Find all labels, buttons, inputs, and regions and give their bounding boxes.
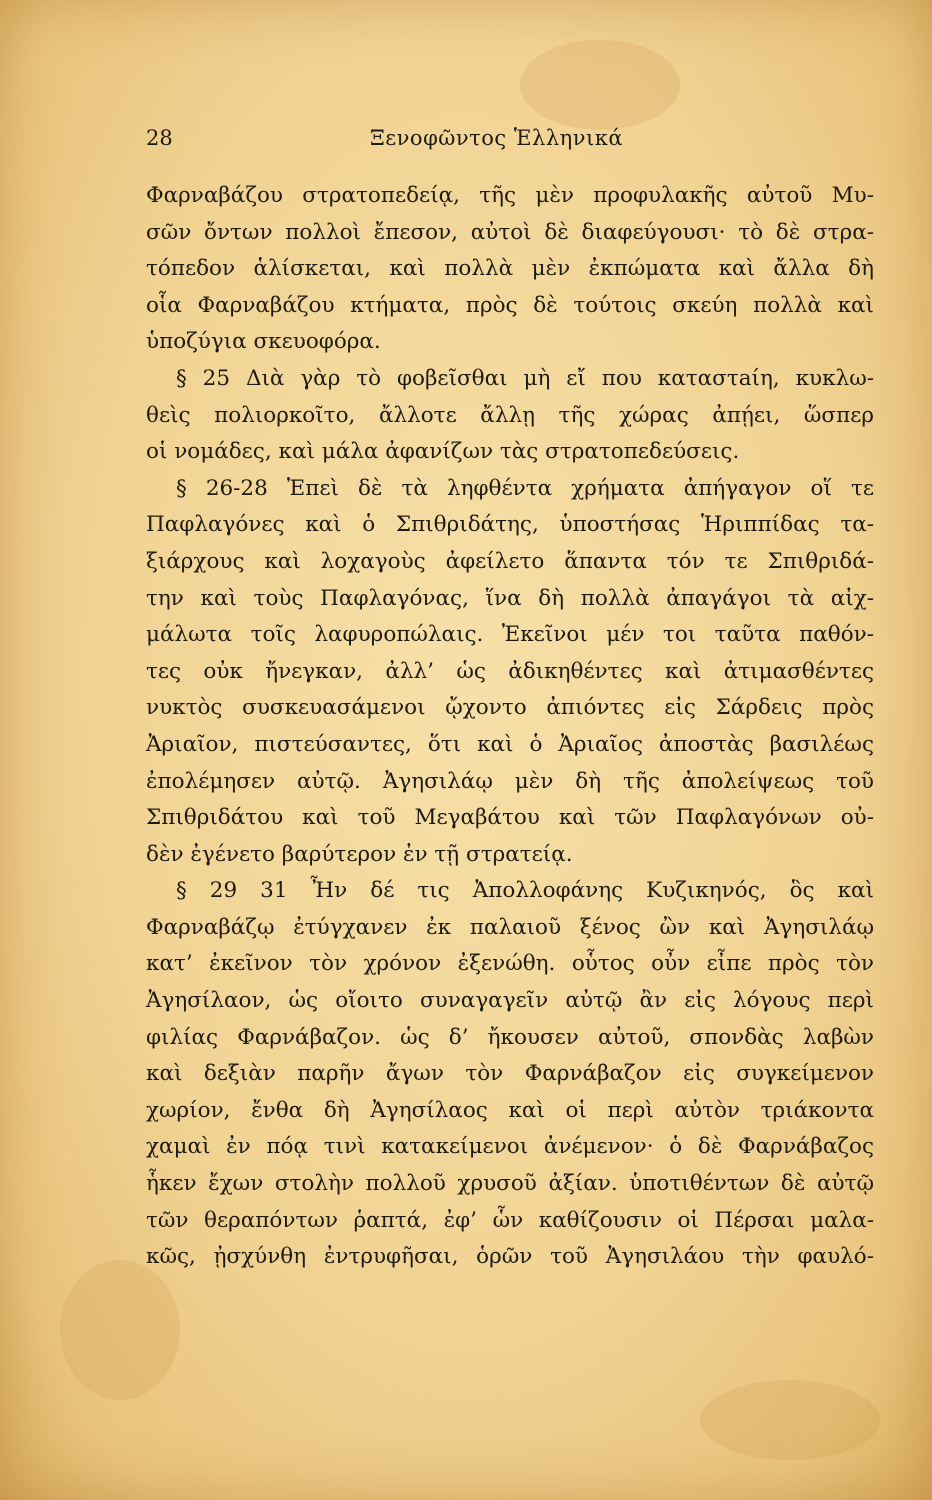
text-line: ἧκεν ἔχων στολὴν πολλοῦ χρυσοῦ ἀξίαν. ὑποτιθέντων δὲ αὐτῷ xyxy=(146,1171,874,1197)
text-line: ἐπολέμησεν αὐτῷ. Ἀγησιλάῳ μὲν δὴ τῆς ἀπολείψεως τοῦ xyxy=(146,768,874,794)
text-line: δὲν ἐγένετο βαρύτερον ἐν τῇ στρατείᾳ. xyxy=(146,841,573,867)
text-line: τῶν θεραπόντων ῥαπτά, ἐφ’ ὧν καθίζουσιν οἱ Πέρσαι μαλα- xyxy=(146,1207,874,1233)
text-line: § 29 31 Ἦν δέ τις Ἀπολλοφάνης Κυζικηνός, ὃς καὶ xyxy=(176,878,874,904)
running-title: Ξενοφῶντος Ἑλληνικά xyxy=(370,126,624,150)
text-line: χαμαὶ ἐν πόᾳ τινὶ κατακείμενοι ἀνέμενον· ὁ δὲ Φαρνάβαζος xyxy=(146,1134,874,1160)
text-line: τόπεδον ἁλίσκεται, καὶ πολλὰ μὲν ἐκπώματα καὶ ἄλλα δὴ xyxy=(146,256,874,282)
text-line: Ἀριαῖον, πιστεύσαντες, ὅτι καὶ ὁ Ἀριαῖος ἀποστὰς βασιλέως xyxy=(146,731,874,757)
text-line: φιλίας Φαρνάβαζον. ὡς δ’ ἤκουσεν αὐτοῦ, σπονδὰς λαβὼν xyxy=(146,1024,874,1050)
text-line: οἱ νομάδες, καὶ μάλα ἀφανίζων τὰς στρατοπεδεύσεις. xyxy=(146,439,740,465)
text-line: ξιάρχους καὶ λοχαγοὺς ἀφείλετο ἅπαντα τόν τε Σπιθριδά- xyxy=(146,548,874,574)
paper-stain xyxy=(60,1260,180,1400)
body-text xyxy=(146,178,874,1276)
text-line: Παφλαγόνες καὶ ὁ Σπιθριδάτης, ὑποστήσας Ἡριππίδας τα- xyxy=(146,512,874,538)
text-line: νυκτὸς συσκευασάμενοι ᾤχοντο ἀπιόντες εἰς Σάρδεις πρὸς xyxy=(146,695,874,721)
text-line: μάλωτα τοῖς λαφυροπώλαις. Ἐκεῖνοι μέν τοι ταῦτα παθόν- xyxy=(146,622,874,648)
text-line: οἷα Φαρναβάζου κτήματα, πρὸς δὲ τούτοις σκεύη πολλὰ καὶ xyxy=(146,292,874,318)
text-line: κῶς, ᾐσχύνθη ἐντρυφῆσαι, ὁρῶν τοῦ Ἀγησιλάου τὴν φαυλό- xyxy=(146,1244,874,1270)
text-line: Ἀγησίλαον, ὡς οἴοιτο συναγαγεῖν αὐτῷ ἂν εἰς λόγους περὶ xyxy=(146,988,874,1014)
page-header xyxy=(146,126,846,162)
text-line: τες οὐκ ἤνεγκαν, ἀλλ’ ὡς ἀδικηθέντες καὶ ἀτιμασθέντες xyxy=(146,658,874,684)
text-line: χωρίον, ἔνθα δὴ Ἀγησίλαος καὶ οἱ περὶ αὐτὸν τριάκοντα xyxy=(146,1097,874,1123)
text-line: Σπιθριδάτου καὶ τοῦ Μεγαβάτου καὶ τῶν Παφλαγόνων οὐ- xyxy=(146,805,874,831)
text-line: § 25 Διὰ γὰρ τὸ φοβεῖσθαι μὴ εἴ που καταστaίη, κυκλω- xyxy=(176,365,874,391)
text-line: σῶν ὄντων πολλοὶ ἔπεσον, αὐτοὶ δὲ διαφεύγουσι· τὸ δὲ στρα- xyxy=(146,219,874,245)
paper-stain xyxy=(700,1380,880,1460)
text-line: κατ’ ἐκεῖνον τὸν χρόνον ἐξενώθη. οὗτος οὖν εἶπε πρὸς τὸν xyxy=(146,951,874,977)
paper-stain xyxy=(520,40,680,130)
text-line: ὑποζύγια σκευοφόρα. xyxy=(146,329,381,355)
text-line: § 26-28 Ἐπεὶ δὲ τὰ ληφθέντα χρήματα ἀπήγαγον οἵ τε xyxy=(176,475,874,501)
text-line: την καὶ τοὺς Παφλαγόνας, ἵνα δὴ πολλὰ ἀπαγάγοι τὰ αἰχ- xyxy=(146,585,874,611)
page-number: 28 xyxy=(146,126,173,150)
text-line: Φαρναβάζου στρατοπεδείᾳ, τῆς μὲν προφυλακῆς αὐτοῦ Μυ- xyxy=(146,183,874,208)
text-line: θεὶς πολιορκοῖτο, ἄλλοτε ἄλλῃ τῆς χώρας ἀπῄει, ὥσπερ xyxy=(146,402,874,428)
text-line: καὶ δεξιὰν παρῆν ἄγων τὸν Φαρνάβαζον εἰς συγκείμενον xyxy=(146,1061,874,1087)
text-line: Φαρναβάζῳ ἐτύγχανεν ἐκ παλαιοῦ ξένος ὢν καὶ Ἀγησιλάῳ xyxy=(146,914,874,940)
